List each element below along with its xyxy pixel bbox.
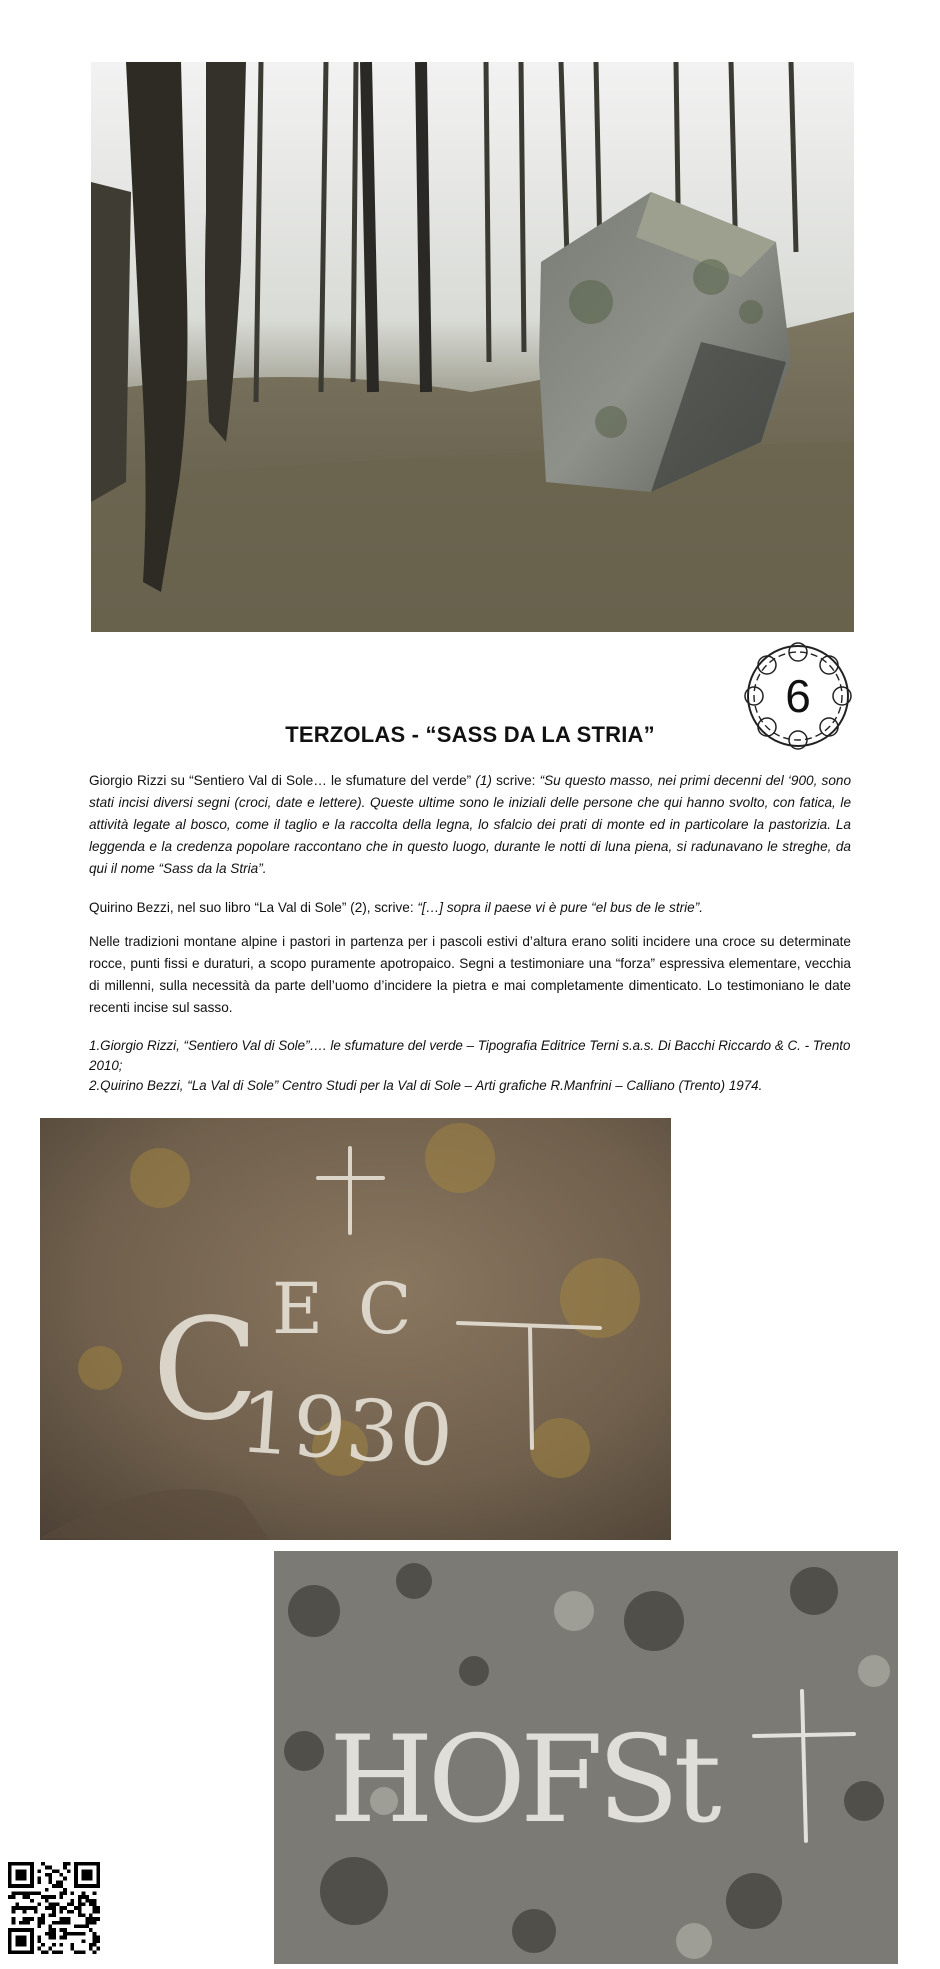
paragraph-rizzi-verb: scrive: [491, 773, 540, 788]
carving-1-date: 1930 [236, 1373, 457, 1486]
carving-hofst-photo [274, 1551, 898, 1964]
qr-code-icon[interactable] [8, 1862, 100, 1954]
paragraph-bezzi [89, 897, 851, 919]
forest-boulder-photo [91, 62, 854, 632]
carving-2-letters: HOFSt [329, 1711, 716, 1850]
carving-1-letter: C [358, 1268, 412, 1350]
paragraph-rizzi-quote: “Su questo masso, nei primi decenni del ‘900, sono stati incisi diversi segni (croci, date e lettere). Queste ultime sono le iniziali delle persone che qui hanno svolto, con fatica, le attività legate al bosco, come il taglio e la raccolta della legna, lo sfalcio dei prati di monte ed in particolare la pastorizia. La leggenda e la credenza popolare raccontano che in questo luogo, durante le notti di luna piena, si radunavano le streghe, da qui il nome “Sass da la Stria”. [89, 773, 851, 876]
reference-marker-1: (1) [475, 773, 492, 788]
paragraph-rizzi [89, 770, 851, 880]
carving-1-letter: C [152, 1289, 260, 1452]
reference-item: 1.Giorgio Rizzi, “Sentiero Val di Sole”…. le sfumature del verde – Tipografia Editrice Terni s.a.s. Di Bacchi Riccardo & C. - Trento 2010; [89, 1038, 851, 1073]
paragraph-rizzi-lead: Giorgio Rizzi su “Sentiero Val di Sole… le sfumature del verde” [89, 773, 476, 788]
page-title: TERZOLAS - “SASS DA LA STRIA” [285, 722, 655, 747]
reference-item: 2.Quirino Bezzi, “La Val di Sole” Centro Studi per la Val di Sole – Arti grafiche R.Manfrini – Calliano (Trento) 1974. [89, 1078, 763, 1093]
references [89, 1036, 851, 1096]
carving-1930-photo [40, 1118, 671, 1540]
paragraph-traditions: Nelle tradizioni montane alpine i pastori in partenza per i pascoli estivi d’altura erano soliti incidere una croce su determinate rocce, punti fissi e duraturi, a scopo puramente apotropaico. Segni a testimoniare una “forza” espressiva elementare, vecchia di millenni, sulla necessità da parte dell’uomo d’incidere la pietra e mai completamente dimenticato. Lo testimoniano le date recenti incise sul sasso. [89, 934, 851, 1015]
carving-1-letter: E [272, 1268, 324, 1350]
paragraph-bezzi-quote: “[…] sopra il paese vi è pure “el bus de le strie”. [417, 900, 704, 915]
badge-number: 6 [785, 670, 811, 722]
paragraph-bezzi-lead: Quirino Bezzi, nel suo libro “La Val di Sole” (2), scrive: [89, 900, 418, 915]
